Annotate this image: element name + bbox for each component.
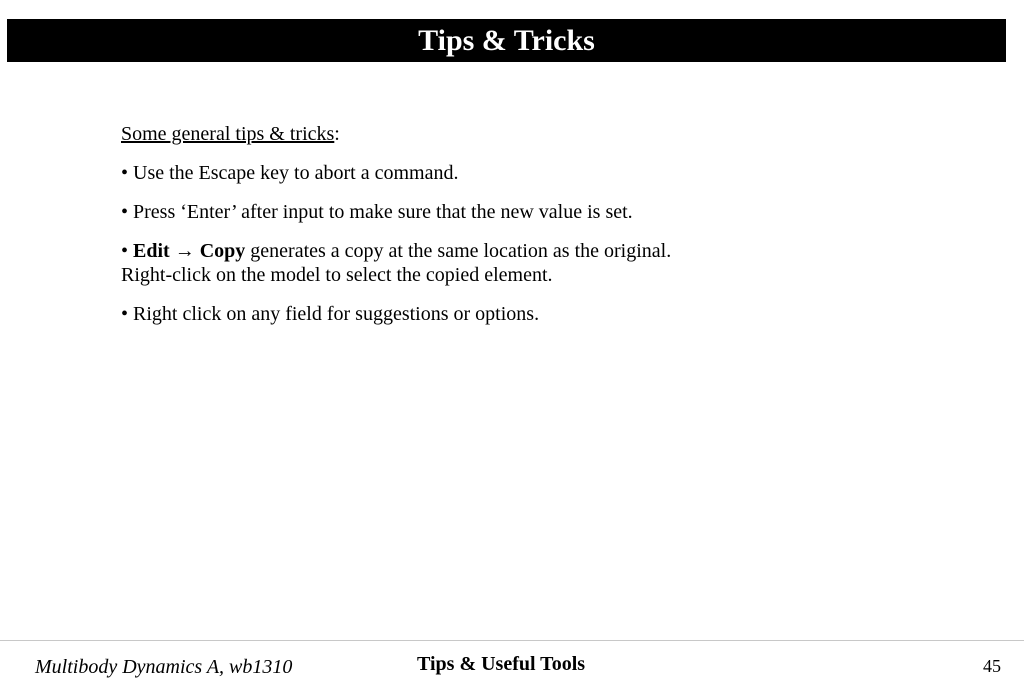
tip-right-click: • Right click on any field for suggestions or options. [121,303,540,325]
right-arrow-icon: → [169,240,200,262]
intro-heading: Some general tips & tricks [121,123,335,145]
intro-colon: : [334,123,340,145]
intro-paragraph [121,122,921,146]
tip-copy-rest: generates a copy at the same location as the original. [245,240,672,262]
footer-section: Tips & Useful Tools [417,653,586,675]
title-bar [7,19,1006,62]
tip-escape: • Use the Escape key to abort a command. [121,162,459,184]
footer-course: Multibody Dynamics A, wb1310 [35,656,293,678]
tip-copy-bullet: • [121,240,134,262]
tip-copy-copy: Copy [199,240,246,262]
tip-copy-line2: Right-click on the model to select the copied element. [121,264,553,286]
page-number: 45 [983,656,1001,676]
footer-divider [0,640,1024,641]
page-title: Tips & Tricks [418,23,595,57]
tip-copy [121,239,921,287]
tip-copy-edit: Edit [133,240,170,262]
tip-enter: • Press ‘Enter’ after input to make sure that the new value is set. [121,201,633,223]
slide-content [121,122,921,341]
